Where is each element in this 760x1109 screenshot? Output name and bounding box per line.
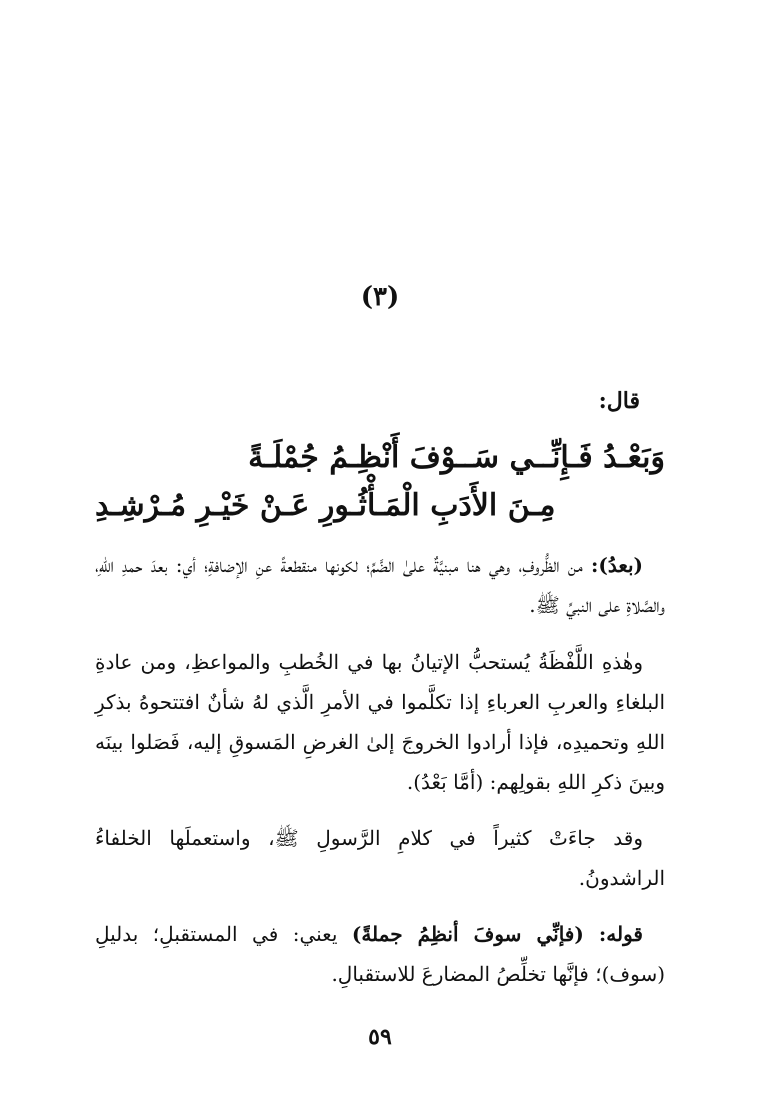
verse-line-1: وَبَعْـدُ فَـإِنِّــي سَــوْفَ أَنْظِـمُ جُمْلَـةً <box>248 440 665 475</box>
paragraph-3 <box>95 818 665 898</box>
paragraph-2 <box>95 642 665 802</box>
paragraph-4 <box>95 914 665 994</box>
paragraph-1-text: من الظُّروفِ، وهي هنا مبنيَّةٌ علىٰ الضَّمِّ؛ لكونها منقطعةً عنِ الإضافةِ؛ أي: بعدَ حمدِ اللهِ، والصَّلاةِ على النبيِّ ﷺ. <box>95 553 665 617</box>
qala-label: قال: <box>598 388 640 414</box>
section-number: (٣) <box>360 282 400 312</box>
verse-line-2: مِـنَ الأَدَبِ الْمَـأْثُـورِ عَـنْ خَيْـرِ مُـرْشِـدِ <box>95 488 556 523</box>
paragraph-3-text: وقد جاءَتْ كثيراً في كلامِ الرَّسولِ ﷺ، واستعملَها الخلفاءُ الراشدونُ. <box>95 826 665 890</box>
paragraph-4-text: يعني: في المستقبلِ؛ بدليلِ (سوف)؛ فإنَّها تخلِّصُ المضارعَ للاستقبالِ. <box>95 922 665 986</box>
paragraph-4-lead: قوله: (فإنِّي سوفَ أنظِمُ جملةً) <box>351 922 643 946</box>
page-number: ٥٩ <box>368 1024 392 1050</box>
paragraph-1 <box>95 545 665 625</box>
paragraph-1-lead: (بعدُ): <box>590 553 643 577</box>
paragraph-2-text: وهٰذهِ اللَّفْظَةُ يُستحبُّ الإتيانُ بها في الخُطبِ والمواعظِ، ومن عادةِ البلغاءِ والعربِ العرباءِ إذا تكلَّموا في الأمرِ الَّذي لهُ شأنٌ افتتحوهُ بذكرِ اللهِ وتحميدِه، فإذا أرادوا الخروجَ إلىٰ الغرضِ المَسوقِ إليه، فَصَلوا بينَه وبينَ ذكرِ اللهِ بقولِهم: (أمَّا بَعْدُ). <box>95 650 665 794</box>
